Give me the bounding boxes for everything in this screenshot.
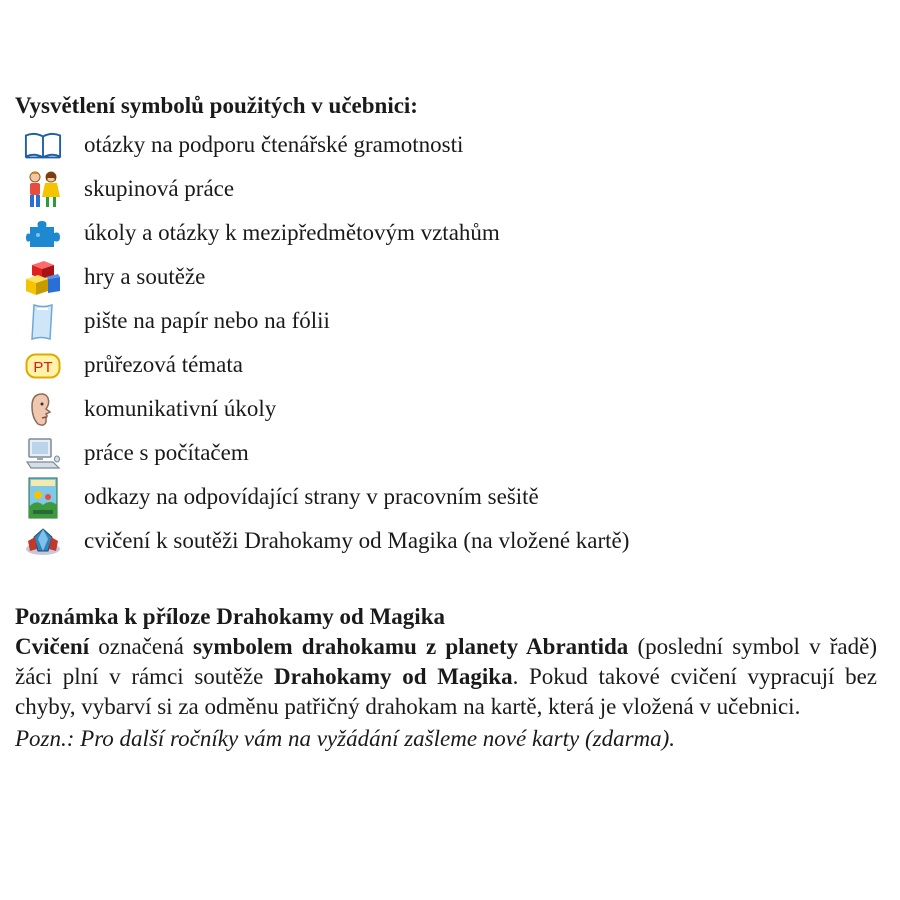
computer-icon bbox=[24, 435, 62, 473]
note-paragraph bbox=[15, 632, 877, 722]
legend-item bbox=[0, 388, 900, 432]
note-bold-symbol: symbolem drahokamu z planety Abrantida bbox=[192, 634, 629, 659]
legend-item-label: skupinová práce bbox=[84, 176, 235, 201]
pt-badge-text: PT bbox=[33, 359, 53, 376]
gem-icon bbox=[24, 523, 62, 561]
note-section bbox=[15, 602, 877, 754]
legend-item bbox=[0, 300, 900, 344]
legend-title: Vysvětlení symbolů použitých v učebnici: bbox=[15, 93, 418, 118]
toy-blocks-icon bbox=[24, 259, 62, 297]
note-text: . Pokud takové cvičení vypracují bez chyby, vybarví si za odměnu patřičný drahokam na kartě, která je vložená v učebnici. bbox=[15, 664, 877, 719]
talking-face-icon bbox=[24, 391, 62, 429]
legend-item-label: pište na papír nebo na fólii bbox=[84, 308, 330, 333]
note-text: (poslední symbol v řadě) žáci plní v rámci soutěže bbox=[15, 634, 877, 689]
legend-item bbox=[0, 212, 900, 256]
legend-item bbox=[0, 520, 900, 564]
paper-sheet-icon bbox=[24, 303, 62, 341]
note-text: označená bbox=[89, 634, 193, 659]
legend-item bbox=[0, 476, 900, 520]
legend-item-label: otázky na podporu čtenářské gramotnosti bbox=[84, 132, 464, 157]
note-footnote: Pozn.: Pro další ročníky vám na vyžádání zašleme nové karty (zdarma). bbox=[15, 726, 676, 751]
legend-item bbox=[0, 344, 900, 388]
open-book-icon bbox=[24, 127, 62, 165]
legend-item-label: průřezová témata bbox=[84, 352, 243, 377]
legend-item-label: práce s počítačem bbox=[84, 440, 249, 465]
legend-item-label: komunikativní úkoly bbox=[84, 396, 277, 421]
pt-badge-icon bbox=[24, 347, 62, 385]
legend-item bbox=[0, 168, 900, 212]
legend-item bbox=[0, 432, 900, 476]
workbook-cover-icon bbox=[24, 479, 62, 517]
two-children-icon bbox=[24, 171, 62, 209]
note-bold-contest: Drahokamy od Magika bbox=[274, 664, 513, 689]
note-bold-cviceni: Cvičení bbox=[15, 634, 90, 659]
legend-list bbox=[0, 124, 900, 564]
legend-item bbox=[0, 124, 900, 168]
legend-item-label: úkoly a otázky k mezipředmětovým vztahům bbox=[84, 220, 500, 245]
legend-item-label: cvičení k soutěži Drahokamy od Magika (na vložené kartě) bbox=[84, 528, 630, 553]
legend-item-label: hry a soutěže bbox=[84, 264, 206, 289]
puzzle-piece-icon bbox=[24, 215, 62, 253]
note-title: Poznámka k příloze Drahokamy od Magika bbox=[15, 604, 445, 629]
legend-item-label: odkazy na odpovídající strany v pracovním sešitě bbox=[84, 484, 539, 509]
legend-item bbox=[0, 256, 900, 300]
